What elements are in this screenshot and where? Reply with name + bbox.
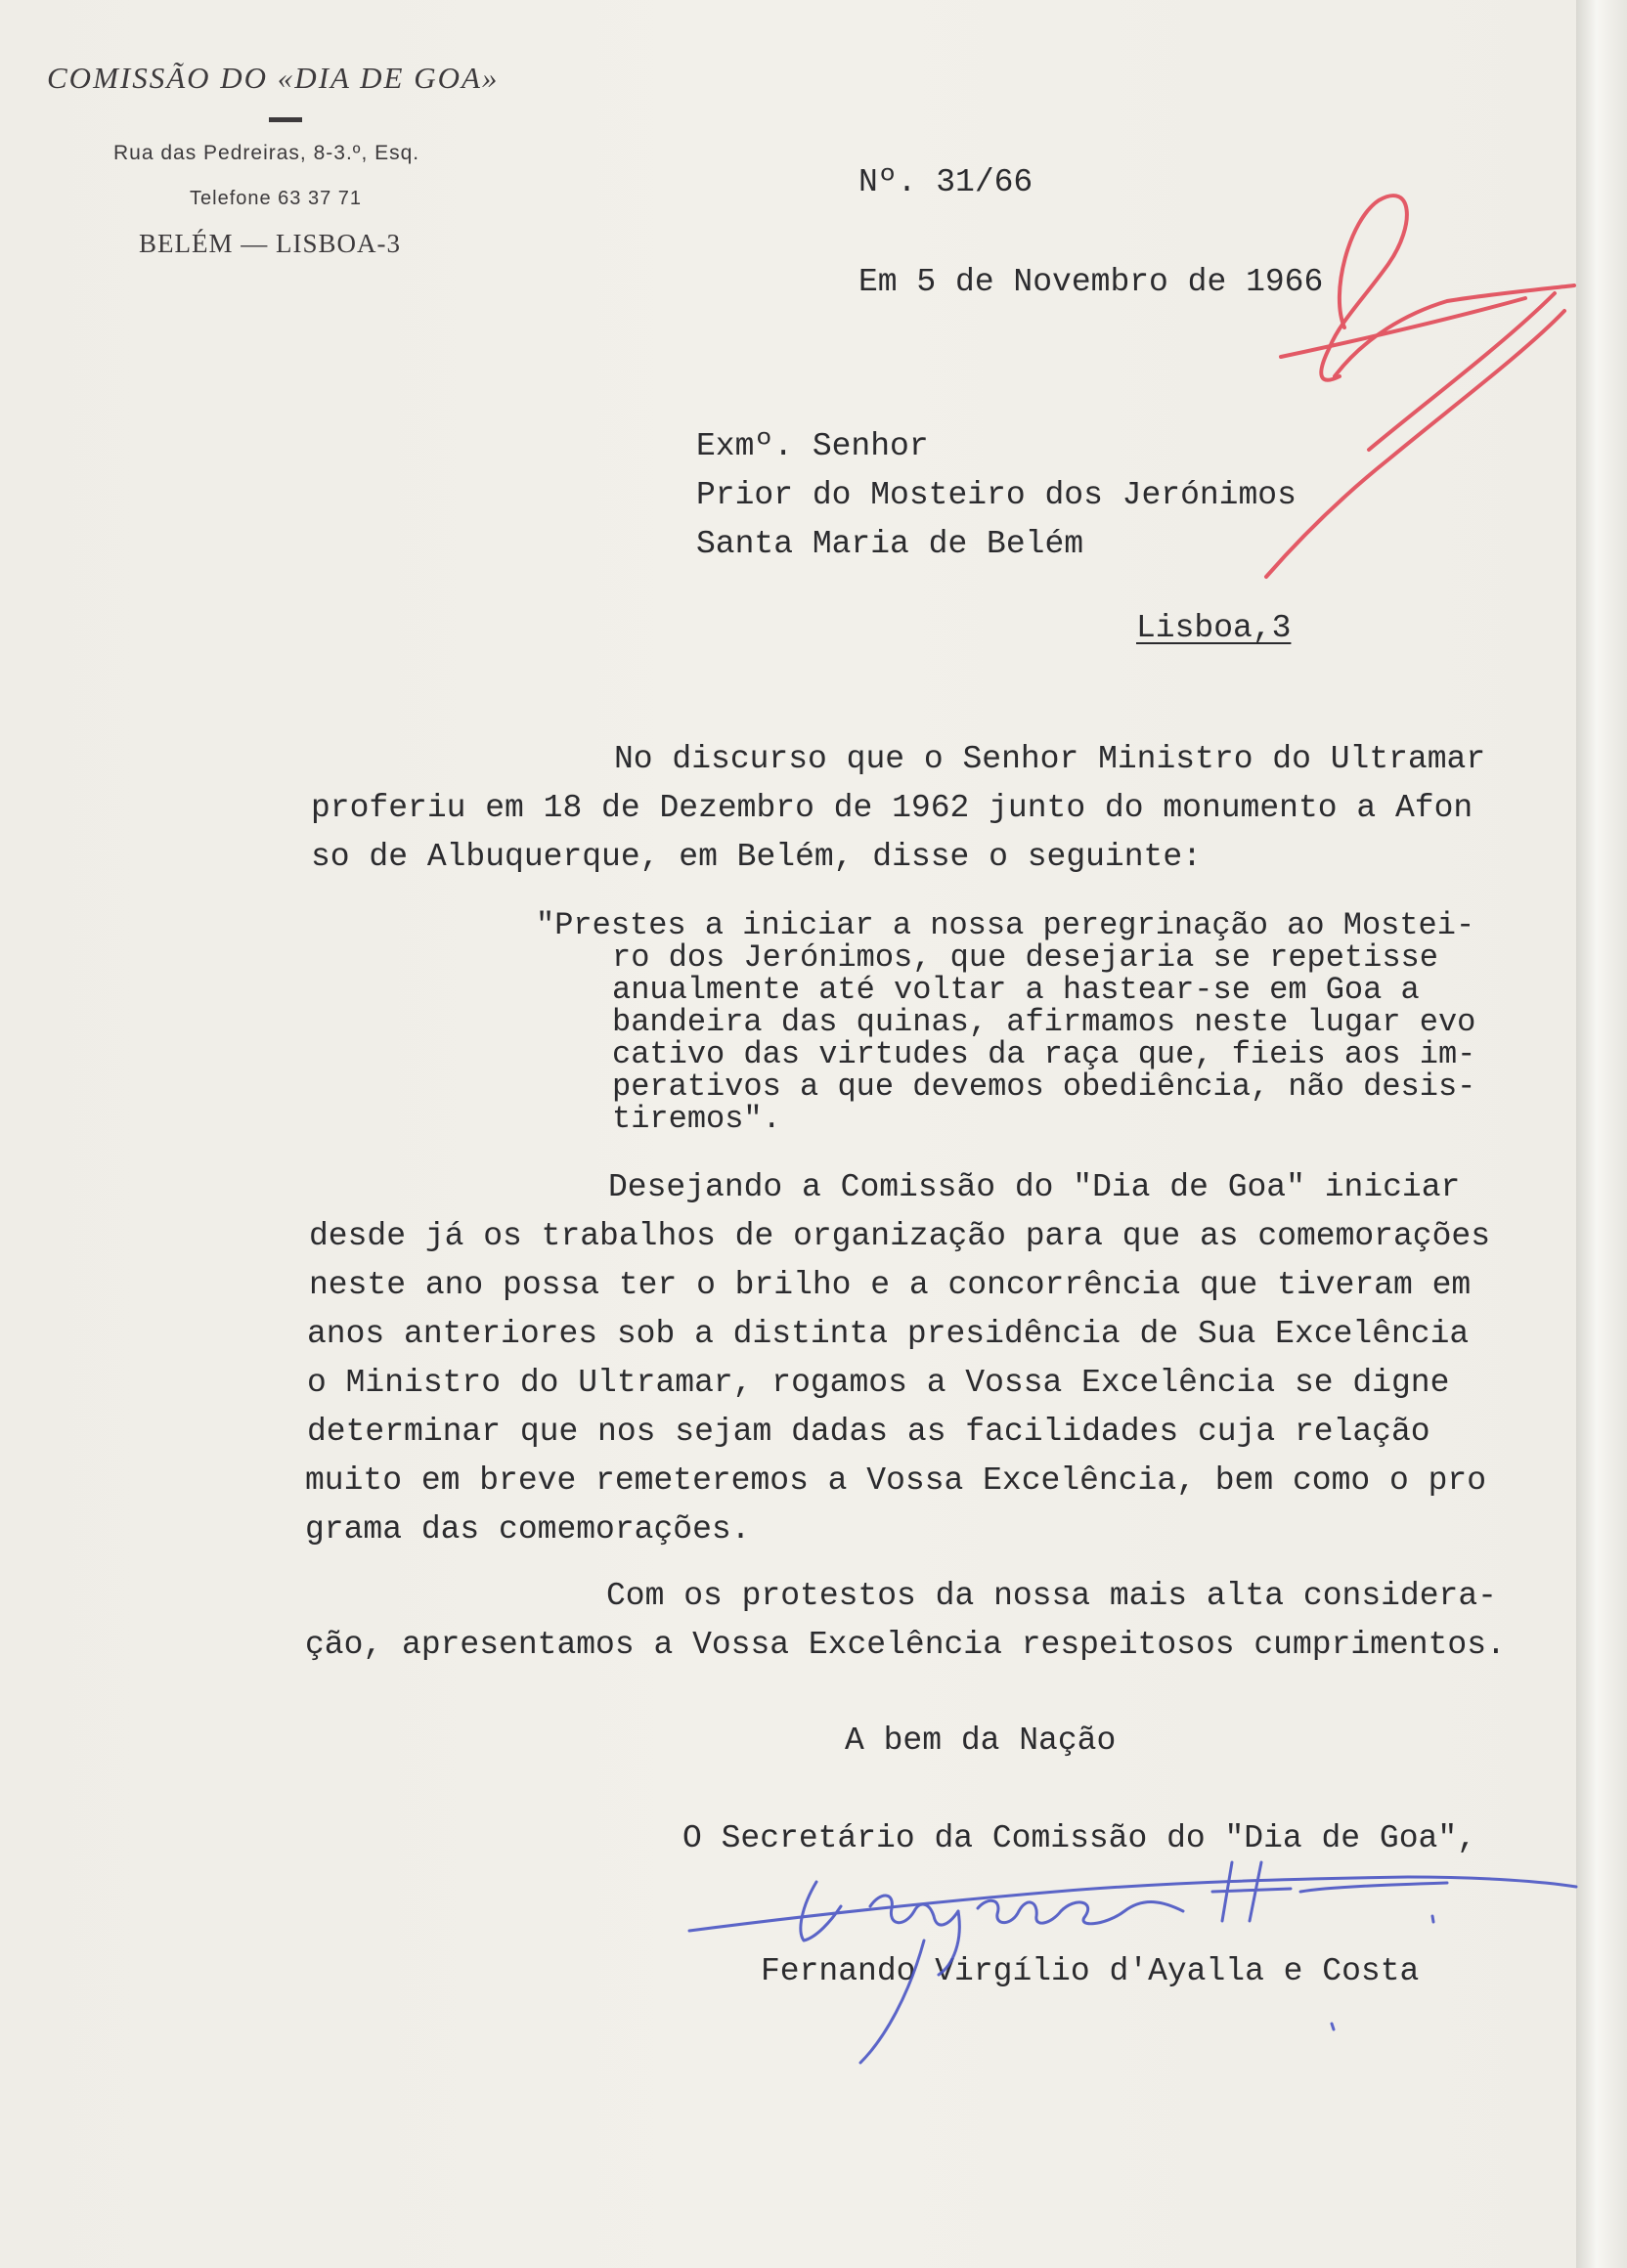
signatory-name: Fernando Virgílio d'Ayalla e Costa bbox=[761, 1953, 1420, 1989]
paragraph-2-line: muito em breve remeteremos a Vossa Excelência, bem como o pro bbox=[305, 1462, 1486, 1499]
recipient-address: Santa Maria de Belém bbox=[696, 526, 1084, 562]
reference-number: Nº. 31/66 bbox=[858, 164, 1033, 200]
recipient-city: Lisboa,3 bbox=[1136, 610, 1292, 646]
page-edge bbox=[1576, 0, 1627, 2268]
paragraph-3-line: Com os protestos da nossa mais alta considera- bbox=[606, 1578, 1497, 1614]
quote-line: cativo das virtudes da raça que, fieis aos im- bbox=[612, 1036, 1476, 1072]
letterhead-city: BELÉM — LISBOA-3 bbox=[139, 229, 401, 258]
letterhead-divider bbox=[269, 117, 302, 122]
paragraph-1-line: proferiu em 18 de Dezembro de 1962 junto do monumento a Afon bbox=[311, 790, 1473, 826]
paragraph-1-line: so de Albuquerque, em Belém, disse o seguinte: bbox=[311, 839, 1202, 875]
quote-line: "Prestes a iniciar a nossa peregrinação ao Mostei- bbox=[536, 907, 1475, 943]
quote-line: ro dos Jerónimos, que desejaria se repetisse bbox=[612, 939, 1438, 976]
paragraph-1-line: No discurso que o Senhor Ministro do Ultramar bbox=[614, 741, 1486, 777]
letterhead-title: COMISSÃO DO «DIA DE GOA» bbox=[47, 61, 500, 95]
paragraph-2-line: neste ano possa ter o brilho e a concorrência que tiveram em bbox=[309, 1267, 1472, 1303]
paragraph-2-line: o Ministro do Ultramar, rogamos a Vossa Excelência se digne bbox=[307, 1365, 1450, 1401]
recipient-name: Prior do Mosteiro dos Jerónimos bbox=[696, 477, 1297, 513]
signatory-title: O Secretário da Comissão do "Dia de Goa", bbox=[682, 1820, 1476, 1856]
paragraph-2-line: determinar que nos sejam dadas as facilidades cuja relação bbox=[307, 1414, 1430, 1450]
quote-line: anualmente até voltar a hastear-se em Goa a bbox=[612, 972, 1420, 1008]
paragraph-3-line: ção, apresentamos a Vossa Excelência respeitosos cumprimentos. bbox=[305, 1627, 1506, 1663]
quote-line: perativos a que devemos obediência, não desis- bbox=[612, 1069, 1476, 1105]
paragraph-2-line: desde já os trabalhos de organização para que as comemorações bbox=[309, 1218, 1490, 1254]
letter-date: Em 5 de Novembro de 1966 bbox=[858, 264, 1324, 300]
quote-line: tiremos". bbox=[612, 1101, 781, 1137]
paragraph-2-line: grama das comemorações. bbox=[305, 1511, 751, 1548]
recipient-salutation: Exmº. Senhor bbox=[696, 428, 929, 464]
letterhead-address: Rua das Pedreiras, 8-3.º, Esq. bbox=[113, 142, 420, 164]
quote-line: bandeira das quinas, afirmamos neste lugar evo bbox=[612, 1004, 1476, 1040]
letterhead-telephone: Telefone 63 37 71 bbox=[190, 188, 363, 209]
paragraph-2-line: Desejando a Comissão do "Dia de Goa" iniciar bbox=[608, 1169, 1461, 1205]
paragraph-2-line: anos anteriores sob a distinta presidência de Sua Excelência bbox=[307, 1316, 1470, 1352]
closing-phrase: A bem da Nação bbox=[845, 1723, 1117, 1759]
